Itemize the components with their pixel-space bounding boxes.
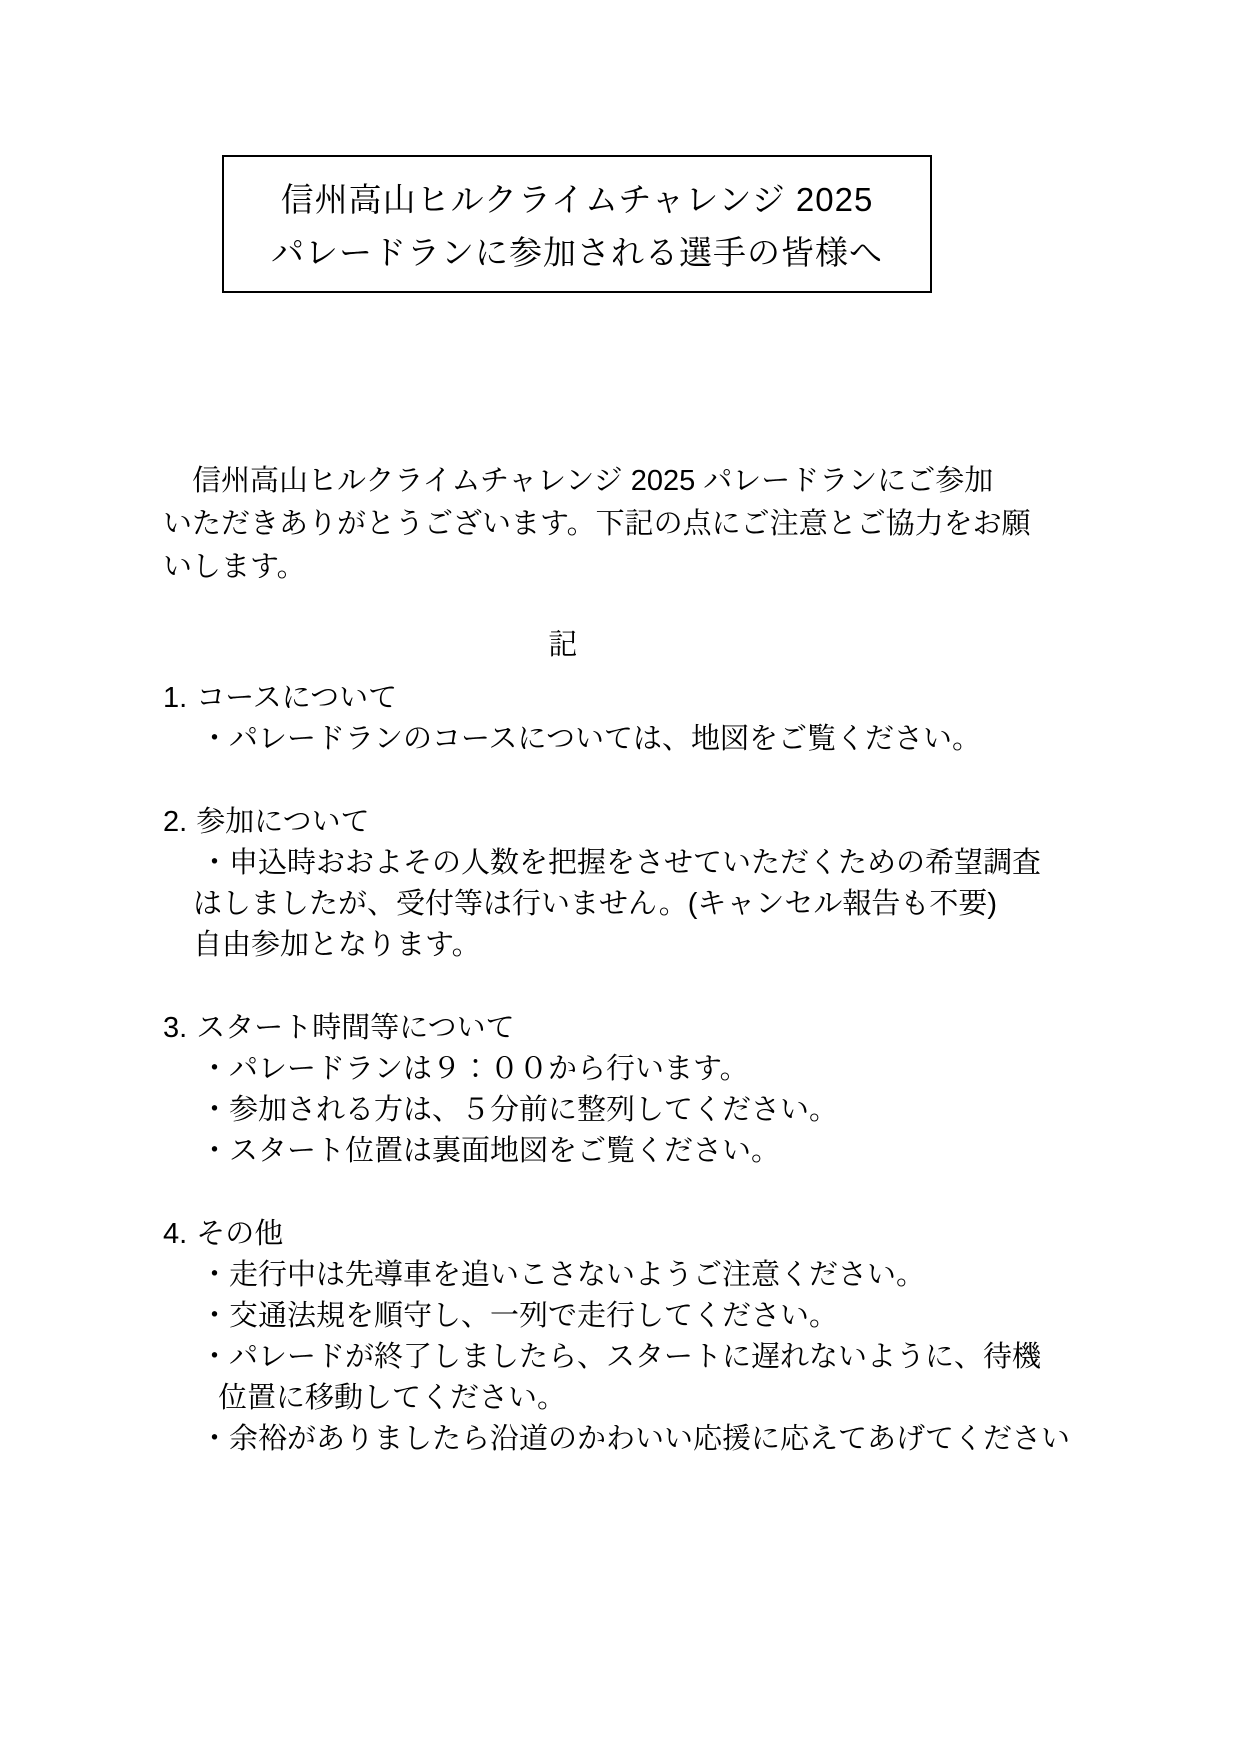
section-number: 1. bbox=[163, 682, 188, 714]
intro-paragraph bbox=[163, 460, 1031, 589]
continuation-line: 位置に移動してください。 bbox=[218, 1382, 567, 1414]
document-title-line-2: パレードランに参加される選手の皆様へ bbox=[271, 234, 883, 271]
bullet-item: ・余裕がありましたら沿道のかわいい応援に応えてあげてください bbox=[200, 1423, 1071, 1455]
section-title: コースについて bbox=[196, 682, 398, 714]
section-3 bbox=[163, 1008, 983, 1172]
title-box bbox=[222, 155, 932, 293]
record-marker: 記 bbox=[548, 629, 578, 661]
continuation-line: はしましたが、受付等は行いません。(キャンセル報告も不要) bbox=[193, 888, 998, 920]
bullet-item: ・パレードランのコースについては、地図をご覧ください。 bbox=[200, 723, 981, 755]
document-title-line-1: 信州高山ヒルクライムチャレンジ 2025 bbox=[280, 181, 874, 218]
section-number: 4. bbox=[163, 1218, 188, 1250]
section-4 bbox=[163, 1214, 1071, 1460]
bullet-item: ・パレードが終了しましたら、スタートに遅れないように、待機 bbox=[200, 1341, 1042, 1373]
section-heading bbox=[163, 1214, 983, 1255]
bullet-item: ・走行中は先導車を追いこさないようご注意ください。 bbox=[200, 1259, 926, 1291]
intro-line: いします。 bbox=[163, 551, 306, 583]
section-title: スタート時間等について bbox=[196, 1012, 515, 1044]
section-2 bbox=[163, 802, 1042, 966]
bullet-item: ・申込時おおよその人数を把握をさせていただくための希望調査 bbox=[200, 847, 1042, 879]
bullet-item: ・スタート位置は裏面地図をご覧ください。 bbox=[200, 1135, 781, 1167]
section-heading bbox=[163, 802, 983, 843]
section-title: その他 bbox=[196, 1218, 284, 1250]
bullet-item: ・交通法規を順守し、一列で走行してください。 bbox=[200, 1300, 839, 1332]
intro-line: いただきありがとうございます。下記の点にご注意とご協力をお願 bbox=[163, 508, 1031, 540]
continuation-line: 自由参加となります。 bbox=[193, 929, 481, 961]
intro-line: 信州高山ヒルクライムチャレンジ 2025 パレードランにご参加 bbox=[163, 465, 994, 497]
section-heading bbox=[163, 1008, 983, 1049]
section-1 bbox=[163, 678, 983, 760]
document-body bbox=[163, 460, 1071, 1460]
section-heading bbox=[163, 678, 983, 719]
section-number: 3. bbox=[163, 1012, 188, 1044]
section-number: 2. bbox=[163, 806, 188, 838]
sections-container bbox=[163, 678, 1071, 1460]
bullet-item: ・パレードランは９：００から行います。 bbox=[200, 1053, 749, 1085]
section-title: 参加について bbox=[196, 806, 370, 838]
bullet-item: ・参加される方は、５分前に整列してください。 bbox=[200, 1094, 839, 1126]
